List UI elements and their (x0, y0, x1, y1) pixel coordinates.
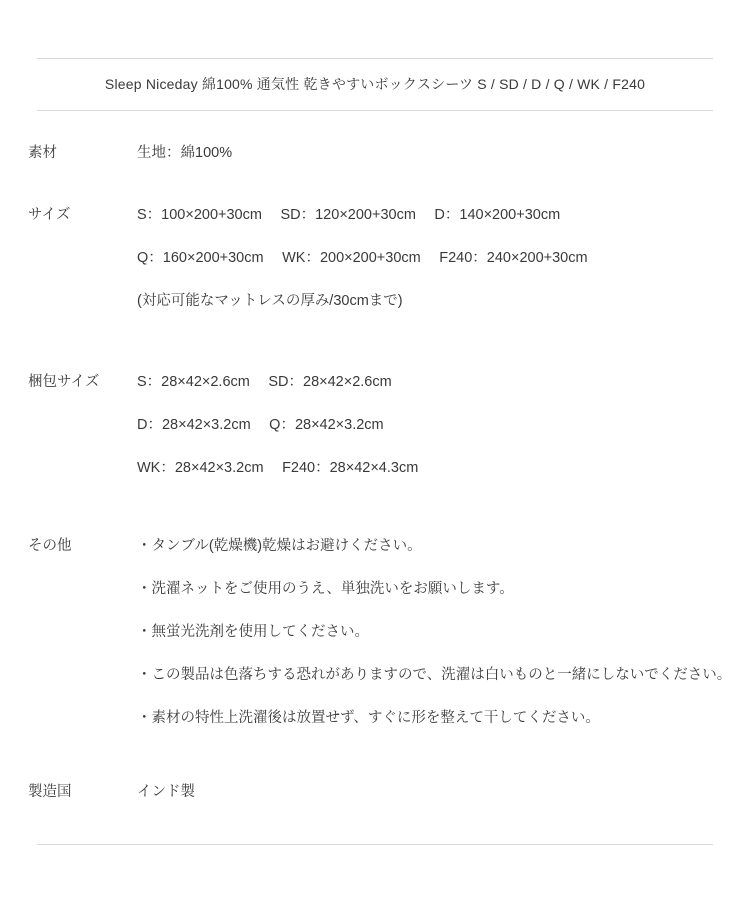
spec-label-package-size: 梱包サイズ (28, 374, 100, 390)
spec-line: WK：28×42×3.2cm F240：28×42×4.3cm (137, 460, 419, 476)
care-note: ・タンブル(乾燥機)乾燥はお避けください。 (137, 538, 422, 554)
bottom-divider (37, 844, 713, 845)
care-note: ・この製品は色落ちする恐れがありますので、洗濯は白いものと一緒にしないでください。 (137, 667, 732, 683)
spec-content-size (137, 194, 750, 323)
spec-label-country: 製造国 (28, 784, 72, 800)
spec-content-country (137, 771, 750, 814)
care-note: ・洗濯ネットをご使用のうえ、単独洗いをお願いします。 (137, 581, 514, 597)
spec-row-country (0, 771, 750, 814)
spec-line: S：100×200+30cm SD：120×200+30cm D：140×200+30cm (137, 207, 561, 223)
spec-line: (対応可能なマットレスの厚み/30cmまで) (137, 293, 403, 309)
spec-row-material (0, 132, 750, 175)
spec-line: Q：160×200+30cm WK：200×200+30cm F240：240×200+30cm (137, 250, 588, 266)
page-title: Sleep Niceday 綿100% 通気性 乾きやすいボックスシーツ S / SD / D / Q / WK / F240 (104, 76, 646, 92)
spec-line: インド製 (137, 784, 195, 800)
spec-row-other (0, 525, 750, 740)
spec-line: S：28×42×2.6cm SD：28×42×2.6cm (137, 374, 392, 390)
care-note: ・無蛍光洗剤を使用してください。 (137, 624, 369, 640)
spec-label-other: その他 (28, 538, 72, 554)
spec-content-material (137, 132, 750, 175)
spec-line: 生地：綿100% (137, 145, 233, 161)
spec-label-material: 素材 (28, 145, 57, 161)
spec-label-size: サイズ (28, 207, 71, 223)
spec-content-package-size (137, 361, 750, 490)
spec-row-size (0, 194, 750, 323)
spec-row-package-size (0, 361, 750, 490)
spec-table (0, 111, 750, 814)
spec-content-other (137, 525, 750, 740)
care-note: ・素材の特性上洗濯後は放置せず、すぐに形を整えて干してください。 (137, 710, 600, 726)
spec-line: D：28×42×3.2cm Q：28×42×3.2cm (137, 417, 384, 433)
